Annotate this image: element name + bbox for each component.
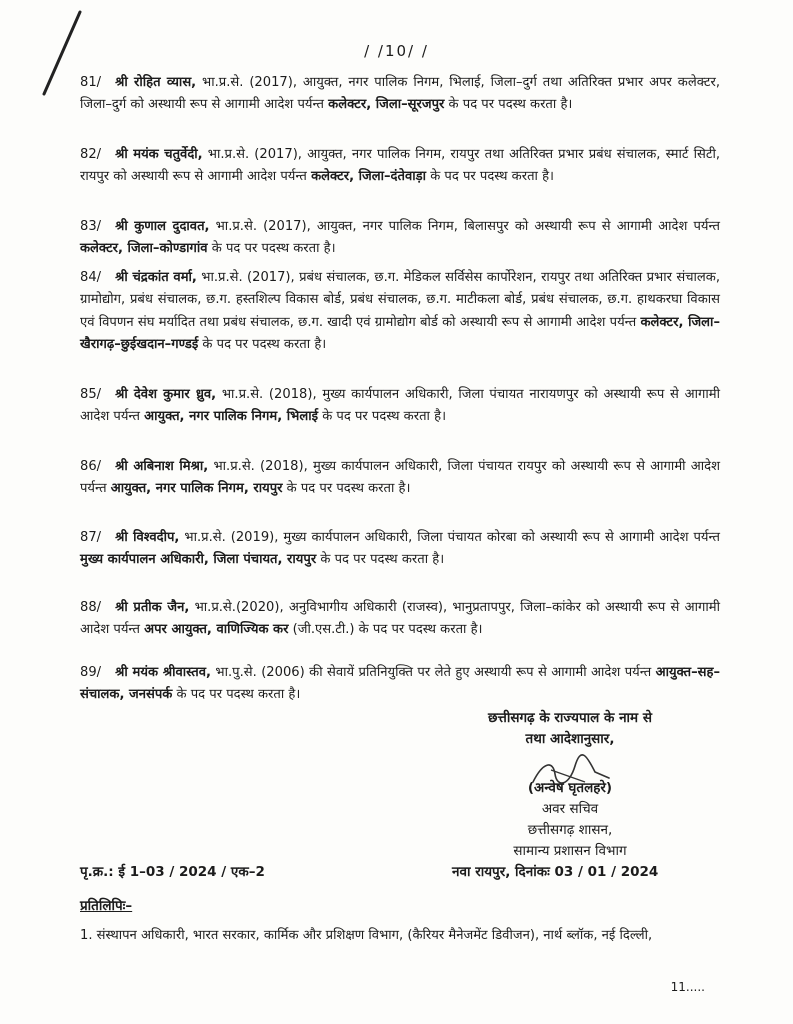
entry-highlight-text: आयुक्त, नगर पालिक निगम, भिलाई bbox=[144, 409, 319, 425]
entry-number: 89/ bbox=[80, 665, 102, 680]
entry-number: 85/ bbox=[80, 387, 102, 402]
signatory-government: छत्तीसगढ़ शासन, bbox=[527, 822, 613, 838]
order-entry-83 bbox=[80, 216, 720, 261]
next-page-marker: 11..... bbox=[670, 980, 705, 994]
entry-highlight-text: श्री अबिनाश मिश्रा, bbox=[115, 459, 209, 474]
entry-highlight-text: श्री प्रतीक जैन, bbox=[115, 600, 190, 615]
entry-highlight-text: आयुक्त, नगर पालिक निगम, रायपुर bbox=[110, 481, 283, 497]
entry-highlight-text: आयुक्त–सह–संचालक, जनसंपर्क bbox=[80, 665, 721, 703]
reference-number: पृ.क्र.: ई 1–03 / 2024 / एक–2 bbox=[80, 864, 265, 880]
order-entry-82 bbox=[80, 144, 720, 189]
order-entry-84 bbox=[80, 267, 720, 356]
entry-number: 82/ bbox=[80, 147, 102, 162]
entry-text: के पद पर पदस्थ करता है। bbox=[198, 336, 327, 352]
signature-line-1: छत्तीसगढ़ के राज्यपाल के नाम से bbox=[488, 710, 652, 726]
entry-highlight-text: श्री मयंक श्रीवास्तव, bbox=[115, 665, 211, 680]
entry-number: 83/ bbox=[80, 219, 102, 234]
entry-text: (जी.एस.टी.) के पद पर पदस्थ करता है। bbox=[288, 622, 483, 638]
entry-text: के पद पर पदस्थ करता है। bbox=[282, 481, 411, 497]
entry-highlight-text: श्री कुणाल दुदावत, bbox=[115, 219, 210, 234]
entry-text: भा.प्र.से. (2018), मुख्य कार्यपालन अधिकारी, जिला पंचायत रायपुर को अस्थायी रूप से आगामी आदेश पर्यन्त bbox=[80, 459, 720, 497]
entry-text: के पद पर पदस्थ करता है। bbox=[316, 552, 445, 568]
entry-highlight-text: श्री देवेश कुमार ध्रुव, bbox=[115, 387, 217, 402]
entry-text: भा.प्र.से. (2017), आयुक्त, नगर पालिक निगम, भिलाई, जिला–दुर्ग तथा अतिरिक्त प्रभार अपर कलेक्टर, जिला–दुर्ग को अस्थायी रूप से आगामी आदेश पर्यन्त bbox=[80, 75, 720, 113]
entry-text: के पद पर पदस्थ करता है। bbox=[318, 409, 447, 425]
handwritten-signature bbox=[525, 752, 615, 792]
entry-number: 87/ bbox=[80, 530, 102, 545]
entry-number: 88/ bbox=[80, 600, 102, 615]
order-entry-87 bbox=[80, 527, 720, 572]
copies-title: प्रतिलिपिः– bbox=[80, 898, 133, 914]
order-entry-89 bbox=[80, 662, 720, 707]
entry-text: भा.पु.से. (2006) की सेवायें प्रतिनियुक्ति पर लेते हुए अस्थायी रूप से आगामी आदेश पर्यन्त bbox=[211, 665, 656, 680]
entry-text: भा.प्र.से. (2017), आयुक्त, नगर पालिक निगम, रायपुर तथा अतिरिक्त प्रभार प्रबंध संचालक, स्मार्ट सिटी, रायपुर को अस्थायी रूप से आगामी आदेश पर्यन्त bbox=[80, 147, 720, 185]
entry-highlight-text: श्री मयंक चतुर्वेदी, bbox=[115, 147, 203, 162]
entry-text: भा.प्र.से. (2017), आयुक्त, नगर पालिक निगम, बिलासपुर को अस्थायी रूप से आगामी आदेश पर्यन्त bbox=[209, 219, 720, 234]
entry-highlight-text: श्री विश्वदीप, bbox=[115, 530, 180, 545]
entry-highlight-text: कलेक्टर, जिला–दंतेवाड़ा bbox=[311, 169, 427, 185]
entry-highlight-text: श्री रोहित व्यास, bbox=[115, 75, 197, 90]
order-entry-86 bbox=[80, 456, 720, 501]
entry-highlight-text: अपर आयुक्त, वाणिज्यिक कर bbox=[144, 622, 289, 638]
entry-text: के पद पर पदस्थ करता है। bbox=[172, 687, 301, 703]
order-entry-85 bbox=[80, 384, 720, 429]
entry-highlight-text: मुख्य कार्यपालन अधिकारी, जिला पंचायत, रायपुर bbox=[80, 552, 317, 568]
entry-highlight-text: कलेक्टर, जिला–सूरजपुर bbox=[328, 97, 445, 113]
entry-text: भा.प्र.से.(2020), अनुविभागीय अधिकारी (राजस्व), भानुप्रतापपुर, जिला–कांकेर को अस्थायी रूप से आगामी आदेश पर्यन्त bbox=[80, 600, 720, 638]
place-date: नवा रायपुर, दिनांकः 03 / 01 / 2024 bbox=[452, 864, 659, 880]
signature-line-2: तथा आदेशानुसार, bbox=[525, 731, 615, 747]
order-entry-88 bbox=[80, 597, 720, 642]
entry-text: भा.प्र.से. (2017), प्रबंध संचालक, छ.ग. मेडिकल सर्विसेस कार्पोरेशन, रायपुर तथा अतिरिक्त प्रभार संचालक, ग्रामोद्योग, प्रबंध संचालक, छ.ग. हस्तशिल्प विकास बोर्ड, प्रबंध संचालक, छ.ग. माटीकला बोर्ड, प्रबंध संचालक, छ.ग. हाथकरघा विकास एवं विपणन संघ मर्यादित तथा प्रबंध संचालक, छ.ग. खादी एवं ग्रामोद्योग बोर्ड को अस्थायी रूप से आगामी आदेश पर्यन्त bbox=[80, 270, 720, 330]
entry-text: भा.प्र.से. (2019), मुख्य कार्यपालन अधिकारी, जिला पंचायत कोरबा को अस्थायी रूप से आगामी आदेश पर्यन्त bbox=[179, 530, 720, 545]
entry-text: के पद पर पदस्थ करता है। bbox=[207, 241, 336, 257]
entry-highlight-text: श्री चंद्रकांत वर्मा, bbox=[115, 270, 197, 285]
signatory-name: (अन्वेष घृतलहरे) bbox=[527, 780, 613, 796]
signatory-designation: अवर सचिव bbox=[541, 801, 599, 817]
entry-number: 86/ bbox=[80, 459, 102, 474]
entry-text: भा.प्र.से. (2018), मुख्य कार्यपालन अधिकारी, जिला पंचायत नारायणपुर को अस्थायी रूप से आगामी आदेश पर्यन्त bbox=[80, 387, 720, 425]
entry-highlight-text: कलेक्टर, जिला–कोण्डागांव bbox=[80, 241, 208, 257]
copy-item-1: 1. संस्थापन अधिकारी, भारत सरकार, कार्मिक और प्रशिक्षण विभाग, (कैरियर मैनेजमेंट डिवीजन), नार्थ ब्लॉक, नई दिल्ली, bbox=[80, 928, 653, 943]
page-number-marker: / /10/ / bbox=[364, 42, 429, 60]
order-entry-81 bbox=[80, 72, 720, 117]
entry-highlight-text: कलेक्टर, जिला–खैरागढ़–छुईखदान–गण्डई bbox=[80, 314, 720, 352]
entry-number: 84/ bbox=[80, 270, 102, 285]
entry-text: के पद पर पदस्थ करता है। bbox=[426, 169, 555, 185]
entry-text: के पद पर पदस्थ करता है। bbox=[444, 97, 573, 113]
entry-number: 81/ bbox=[80, 75, 102, 90]
signatory-department: सामान्य प्रशासन विभाग bbox=[513, 843, 627, 859]
